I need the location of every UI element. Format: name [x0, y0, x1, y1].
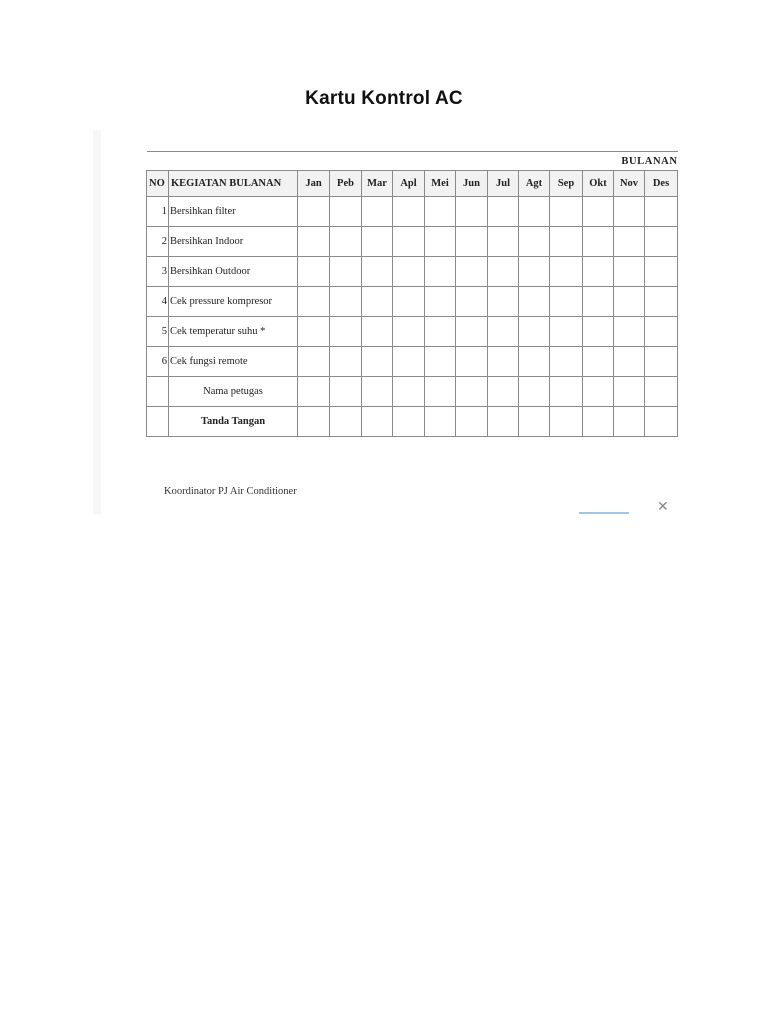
header-month: Peb: [330, 171, 362, 197]
row-number: 4: [147, 287, 169, 317]
header-activity: KEGIATAN BULANAN: [169, 171, 298, 197]
coordinator-label: Koordinator PJ Air Conditioner: [164, 486, 297, 497]
table-row: [147, 347, 678, 377]
header-month: Okt: [583, 171, 614, 197]
scan-paper: [101, 130, 693, 514]
row-activity: Bersihkan filter: [169, 197, 298, 227]
header-month: Mar: [362, 171, 393, 197]
row-activity: Cek pressure kompresor: [169, 287, 298, 317]
row-number: 2: [147, 227, 169, 257]
nama-petugas-label: Nama petugas: [169, 377, 298, 407]
row-activity: Cek temperatur suhu *: [169, 317, 298, 347]
band-label: BULANAN: [147, 152, 678, 171]
header-month: Jan: [298, 171, 330, 197]
scroll-indicator: [579, 512, 629, 514]
row-activity: Cek fungsi remote: [169, 347, 298, 377]
header-month: Apl: [393, 171, 425, 197]
row-number: 1: [147, 197, 169, 227]
table-row: [147, 287, 678, 317]
control-card-table: [146, 151, 678, 437]
table-row: [147, 257, 678, 287]
close-icon[interactable]: ✕: [657, 499, 669, 514]
header-month: Sep: [550, 171, 583, 197]
band-row: [147, 152, 678, 171]
tanda-tangan-label: Tanda Tangan: [169, 407, 298, 437]
table-row: [147, 227, 678, 257]
row-number: 5: [147, 317, 169, 347]
row-number: 6: [147, 347, 169, 377]
table-row: [147, 317, 678, 347]
page-title: Kartu Kontrol AC: [305, 88, 463, 109]
header-month: Jun: [456, 171, 488, 197]
row-activity: Bersihkan Indoor: [169, 227, 298, 257]
header-month: Des: [645, 171, 678, 197]
row-number: 3: [147, 257, 169, 287]
header-month: Nov: [614, 171, 645, 197]
header-month: Jul: [488, 171, 519, 197]
tanda-tangan-row: [147, 407, 678, 437]
row-activity: Bersihkan Outdoor: [169, 257, 298, 287]
header-no: NO: [147, 171, 169, 197]
scanned-form-image: [93, 130, 693, 514]
table-row: [147, 197, 678, 227]
header-month: Agt: [519, 171, 550, 197]
header-row: [147, 171, 678, 197]
nama-petugas-row: [147, 377, 678, 407]
header-month: Mei: [425, 171, 456, 197]
